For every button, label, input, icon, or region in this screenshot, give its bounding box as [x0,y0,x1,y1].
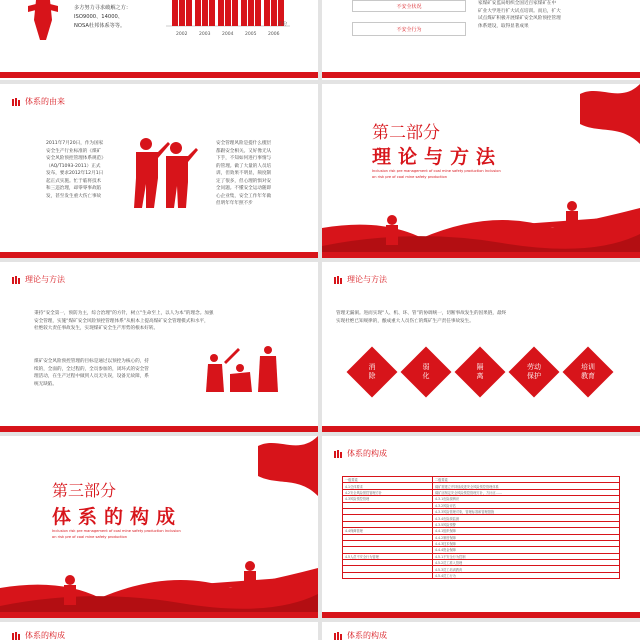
table-header-cell: 一级要素 [343,477,433,483]
diamond-eliminate [347,347,398,398]
table-cell: 4.5.2员工准入管理 [433,560,620,566]
text-line: 秉持“安全第一，预防为主，综合治理”的方针，树立“生命至上，以人为本”的理念。加强 [34,311,214,316]
slide-3[interactable] [322,84,640,258]
bar-chart [166,0,296,44]
text-line: 心企业集，安全工作年年做 [216,193,272,199]
workers-silhouette-icon [128,136,198,208]
table-header-cell: 二级要素 [433,477,620,483]
text-line: 都跟安全相关。又好像无从 [216,148,272,154]
table-cell: 煤矿应制定安全风险预控管理方针，方针应…… [433,489,620,495]
elements-table [342,476,620,579]
slide-8[interactable] [0,622,318,640]
x-tick-label: 2003 [199,32,211,37]
table-cell: 4.4.1组织保障 [433,528,620,534]
diamond-label: 弱 化 [422,363,430,380]
flag-icon [258,436,318,496]
table-cell: 4.4.4资金保障 [433,547,620,553]
text-line: 训，但效果不明显，频度制 [216,171,272,176]
diamond-isolate [455,347,506,398]
slide-title [334,630,387,640]
text-line: 起正式实施。忙于临将技术 [46,178,102,184]
table-cell: 4.1总体要求 [343,483,433,489]
bar [225,0,231,26]
text-line: 2011年7月20日，作为国家 [46,141,104,146]
text-line: on risk pre of coal mine safety production [372,175,448,179]
bar [186,0,192,26]
table-cell: 4.3.3风险管理对象，管理标准和管理措施 [433,508,620,514]
text-line: 安全管理，实施“煤矿安全风险预控管理体系”从根本上提高煤矿安全管理模式和水平， [34,318,209,324]
table-row [343,572,620,578]
section-heading: 体系的构成 [52,506,183,528]
text-line: ISO9000、14000、 [74,14,123,20]
workers-icon [12,276,22,284]
slide1-text [74,4,131,31]
slide-title [334,448,387,459]
x-tick-label: 2006 [268,32,280,37]
text-line: 安全管理风险是提什么楔层 [216,141,272,146]
table-cell: 4.5.3员工培训教育 [433,566,620,572]
workers-icon [334,632,344,640]
text-line: 全问题。不懂安全运动随即 [216,186,272,191]
table-cell: 4.4.2制度保障 [433,534,620,540]
slide-6[interactable] [0,436,318,618]
diamond-weaken [401,347,452,398]
table-cell: 4.3.1危险源辨识 [433,496,620,502]
text-line: 发，甚至发生重大伤亡事故 [46,193,102,199]
workers-icon [334,450,344,458]
bar [209,0,215,26]
part-label: 第三部分 [52,481,117,500]
slide-title [12,630,65,640]
text-line: 下手，不知如何进行事情与 [216,156,272,161]
worker-silhouette-icon [26,0,60,40]
flag-icon [580,84,640,144]
workers-scene-icon [0,548,318,618]
slide-4[interactable] [0,262,318,432]
slide2-right-text [216,140,308,208]
bar [264,0,270,26]
text-line: 体系建设，取得显著成果 [478,23,529,29]
text-line: Inclusion risk pre management of coal mine safety production Inclusion [372,169,501,173]
slide-5[interactable] [322,262,640,432]
text-line: 管理无漏洞。进而实现“人、机、环、管”的协调统一，切断事故发生的因果链，最终 [336,311,507,316]
text-line: 多方努力寻求破解之方： [74,5,132,11]
slide-title-text: 体系的构成 [347,449,387,458]
bar [241,0,247,26]
diamond-label: 劳动 保护 [527,363,541,380]
bar [172,0,178,26]
text-line: Inclusion risk pre management of coal mine safety production Inclusion [52,529,181,533]
diamond-training [563,347,614,398]
text-line: 安全生产行业标准的《煤矿 [46,148,102,154]
table-cell [343,572,433,578]
bar [248,0,254,26]
slide2-left-text [46,140,130,200]
unsafe-behavior-box: 不安全行为 [352,22,466,36]
table-cell: 4.5.4员工行为 [433,572,620,578]
workers-silhouette-icon [204,344,284,392]
table-cell: 4.3风险预控管理 [343,496,433,502]
workers-icon [12,632,22,640]
x-tick-label: 2005 [245,32,257,37]
slide-title-text: 体系的由来 [25,97,65,106]
text-line: 安全风险预控管理体系规范》 [46,156,106,161]
slide-1-right[interactable] [322,0,640,80]
slide-title-text: 理论与方法 [347,275,387,284]
bar [271,0,277,26]
x-tick-label: 2004 [222,32,234,37]
slide1-right-text [478,0,561,30]
text-line: NOSA杜邦体系等等。 [74,23,126,29]
text-line: 统无缺陷。 [34,381,57,387]
slide-title [12,274,65,285]
english-subtitle [52,528,181,540]
diamond-labor-protection [509,347,560,398]
diamond-label: 消 除 [368,363,376,380]
section-heading: 理论与方法 [372,146,503,168]
slide-title [12,96,65,107]
text-line: 家煤矿安监局组织全国近百家煤矿在中 [478,1,557,6]
text-line: 杜绝较大责任事故发生，实现煤矿安全生产形势的根本好转。 [34,326,159,331]
diamond-label: 隔 离 [476,363,484,380]
slide-2[interactable] [0,84,318,258]
text-line: 续的，全面的，全过程的，全员参加的，闭环式的安全管 [34,366,149,372]
workers-icon [334,276,344,284]
bar [195,0,201,26]
table-cell: 4.5.1不安全行为控制 [433,553,620,559]
part-label: 第二部分 [372,123,440,143]
table-cell: 4.5人员不安全行为管理 [343,553,433,559]
table-cell: 4.3.4危险源监测 [433,515,620,521]
slide5-text [336,310,506,325]
text-line: 实现杜绝已知规律的，酿成重大人员伤亡的煤矿生产责任事故发生。 [336,318,474,324]
bar [232,0,238,26]
english-subtitle [372,168,501,180]
slide4-top-text [34,310,214,333]
text-line: 但明年年年照不步 [216,201,253,206]
slide-title-text: 体系的构成 [347,631,387,640]
slide-7[interactable] [322,436,640,618]
bar [255,0,261,26]
x-tick-label: 2002 [176,32,188,37]
text-line: 的管理。做了大量的人员培 [216,163,272,169]
table-cell: 4.4.3技术保障 [433,540,620,546]
text-line: 理活动，在生产过程中做到人员无失误，设备无故障，系 [34,374,149,379]
unsafe-condition-box: 不安全状况 [352,0,466,12]
workers-icon [12,98,22,106]
bar [202,0,208,26]
slide-9[interactable] [322,622,640,640]
text-line: 发布，要求2012年12月1日 [46,171,104,176]
bar [179,0,185,26]
bar [218,0,224,26]
text-line: 和三违治理，却零零事故陷 [46,186,102,191]
text-line: （AQ/T1093-2011）正式 [46,163,101,169]
table-cell: 煤矿需建立并持续改进安全风险预控管理体系 [433,483,620,489]
table-cell: 4.3.5风险预警 [433,521,620,527]
workers-scene-icon [322,188,640,258]
text-line: 定了很多，但心理的惧对安 [216,178,272,184]
slide-title-text: 体系的构成 [25,631,65,640]
diamond-label: 培训 教育 [581,363,595,380]
text-line: 煤矿安全风险预控管理的目标是通过以预控为核心的，持 [34,359,149,364]
table-cell: 4.4保障管理 [343,528,433,534]
table-cell: 4.2安全风险预控管理方针 [343,489,433,495]
slide-1[interactable] [0,0,318,80]
slide-title-text: 理论与方法 [25,275,65,284]
slide-title [334,274,387,285]
x-axis-label: 年份 [278,22,287,27]
table-cell: 4.3.2风险评估 [433,502,620,508]
text-line: 试点煤矿积极开展煤矿安全风险预控管理 [478,16,561,21]
text-line: 矿业大学进行扩大试点培训。而后，扩大 [478,8,561,14]
text-line: on risk pre of coal mine safety production [52,535,128,539]
slide4-bottom-text [34,358,198,388]
